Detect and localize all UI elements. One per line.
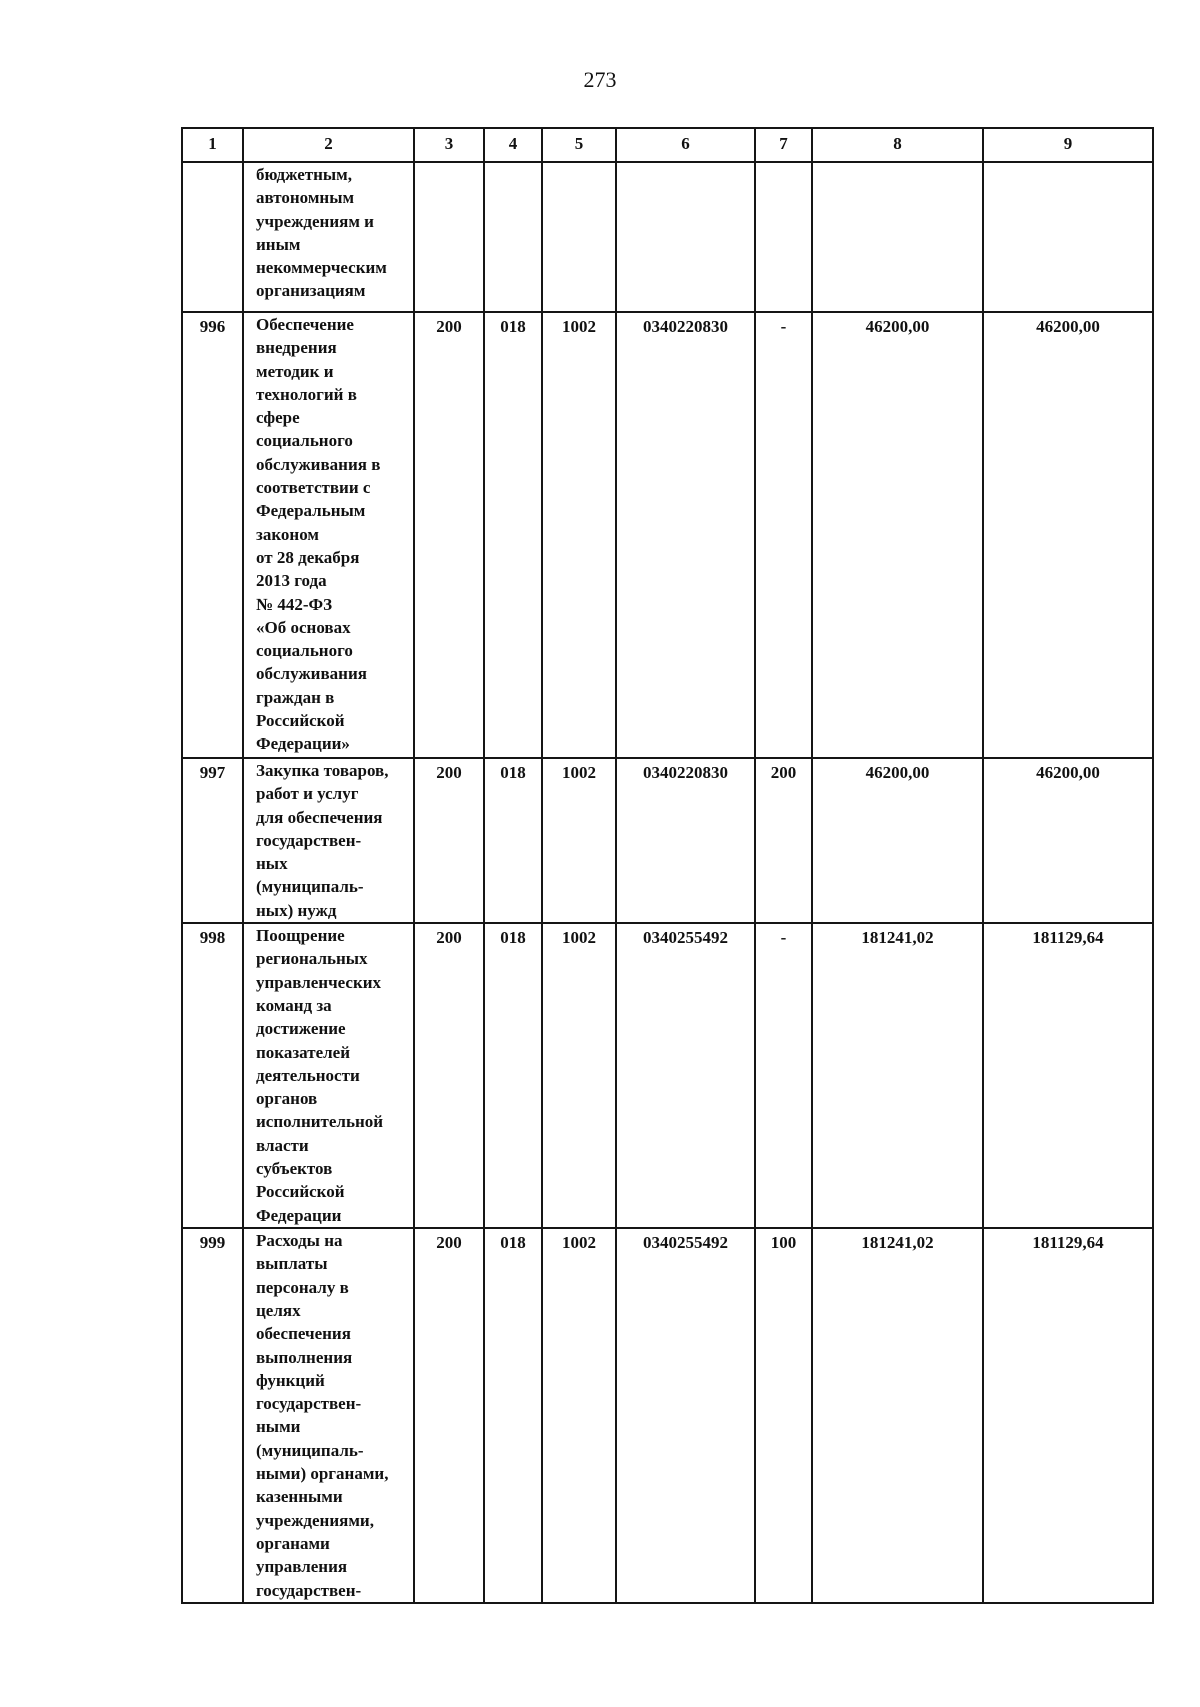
column-header-6: 6 <box>616 128 755 162</box>
table-row <box>182 923 1153 1228</box>
row-col-4: 018 <box>484 312 542 758</box>
column-header-2: 2 <box>243 128 414 162</box>
row-name: Поощрение региональных управленческих команд за достижение показателей деятельности органов исполнительной власти субъектов Российской Федерации <box>243 923 414 1228</box>
row-name: Расходы на выплаты персоналу в целях обеспечения выполнения функций государствен- ными (муниципаль- ными) органами, казенными учреждениями, органами управления государствен- <box>243 1228 414 1603</box>
table-row <box>182 758 1153 923</box>
row-col-8: 181241,02 <box>812 923 983 1228</box>
row-number: 999 <box>182 1228 243 1603</box>
row-col-6: 0340220830 <box>616 758 755 923</box>
row-col-3 <box>414 162 484 312</box>
row-number: 997 <box>182 758 243 923</box>
row-col-8: 46200,00 <box>812 312 983 758</box>
column-header-1: 1 <box>182 128 243 162</box>
row-col-4: 018 <box>484 758 542 923</box>
budget-table <box>181 127 1154 1604</box>
row-name: Обеспечение внедрения методик и технологий в сфере социального обслуживания в соответствии с Федеральным законом от 28 декабря 2013 года № 442-ФЗ «Об основах социального обслуживания граждан в Российской Федерации» <box>243 312 414 758</box>
column-header-5: 5 <box>542 128 616 162</box>
row-name: Закупка товаров, работ и услуг для обеспечения государствен- ных (муниципаль- ных) нужд <box>243 758 414 923</box>
row-col-6: 0340255492 <box>616 923 755 1228</box>
row-col-6: 0340255492 <box>616 1228 755 1603</box>
row-col-4 <box>484 162 542 312</box>
row-col-6 <box>616 162 755 312</box>
page-number: 273 <box>583 67 617 92</box>
row-col-3: 200 <box>414 312 484 758</box>
column-header-3: 3 <box>414 128 484 162</box>
column-header-7: 7 <box>755 128 812 162</box>
row-col-3: 200 <box>414 758 484 923</box>
row-col-3: 200 <box>414 923 484 1228</box>
column-header-8: 8 <box>812 128 983 162</box>
row-col-9: 181129,64 <box>983 923 1153 1228</box>
row-col-3: 200 <box>414 1228 484 1603</box>
row-col-5: 1002 <box>542 1228 616 1603</box>
table-row <box>182 1228 1153 1603</box>
row-col-7 <box>755 162 812 312</box>
row-col-9 <box>983 162 1153 312</box>
row-col-9: 46200,00 <box>983 758 1153 923</box>
row-col-5 <box>542 162 616 312</box>
row-col-4: 018 <box>484 1228 542 1603</box>
column-header-9: 9 <box>983 128 1153 162</box>
row-col-7: - <box>755 923 812 1228</box>
row-col-8: 181241,02 <box>812 1228 983 1603</box>
row-col-8 <box>812 162 983 312</box>
row-col-5: 1002 <box>542 758 616 923</box>
row-col-5: 1002 <box>542 312 616 758</box>
table-row <box>182 312 1153 758</box>
row-number <box>182 162 243 312</box>
row-col-8: 46200,00 <box>812 758 983 923</box>
table-header-row <box>182 128 1153 162</box>
row-col-9: 46200,00 <box>983 312 1153 758</box>
row-name: бюджетным, автономным учреждениям и иным некоммерческим организациям <box>243 162 414 312</box>
table-row <box>182 162 1153 312</box>
row-col-7: - <box>755 312 812 758</box>
row-col-9: 181129,64 <box>983 1228 1153 1603</box>
row-col-4: 018 <box>484 923 542 1228</box>
column-header-4: 4 <box>484 128 542 162</box>
row-number: 996 <box>182 312 243 758</box>
row-col-5: 1002 <box>542 923 616 1228</box>
row-col-7: 200 <box>755 758 812 923</box>
row-number: 998 <box>182 923 243 1228</box>
row-col-6: 0340220830 <box>616 312 755 758</box>
row-col-7: 100 <box>755 1228 812 1603</box>
